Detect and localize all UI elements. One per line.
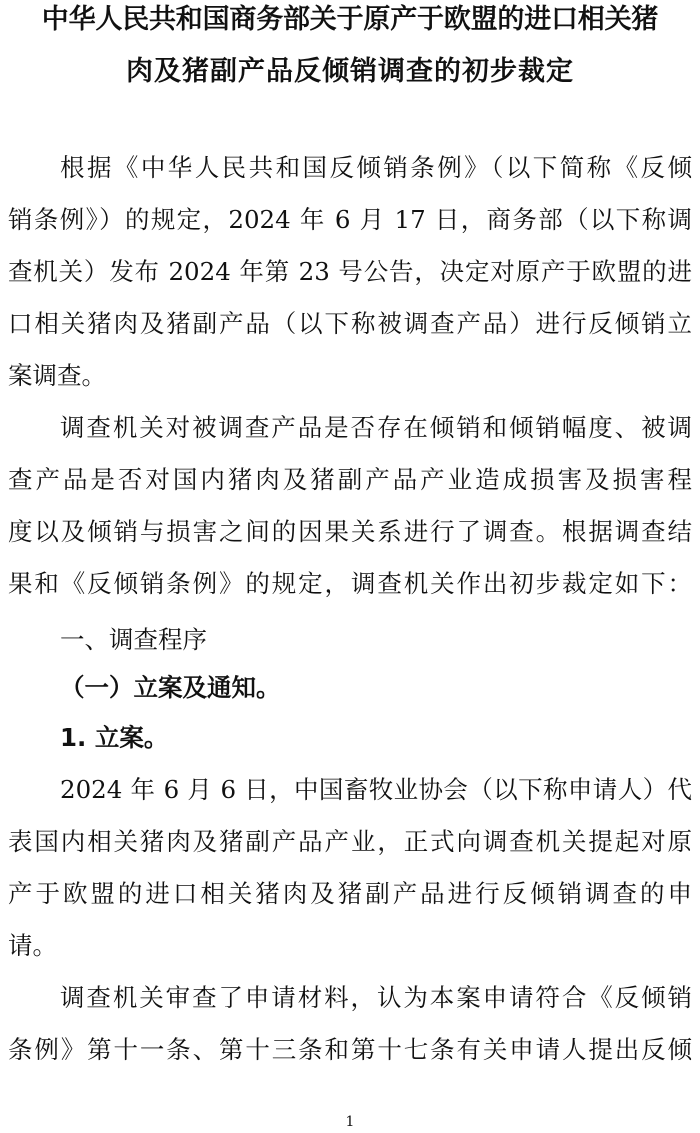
paragraph-1-line-3: 查机关）发布 2024 年第 23 号公告，决定对原产于欧盟的进 (8, 257, 692, 286)
paragraph-3-line-1: 2024 年 6 月 6 日，中国畜牧业协会（以下称申请人）代 (60, 775, 692, 804)
paragraph-4-line-2: 条例》第十一条、第十三条和第十七条有关申请人提出反倾 (8, 1035, 692, 1064)
page-number: 1 (345, 1114, 355, 1130)
section-1-heading: 一、调查程序 (60, 625, 207, 654)
paragraph-2-line-4: 果和《反倾销条例》的规定，调查机关作出初步裁定如下： (8, 569, 692, 598)
paragraph-2-line-1: 调查机关对被调查产品是否存在倾销和倾销幅度、被调 (60, 413, 692, 442)
paragraph-1-line-2: 销条例》）的规定，2024 年 6 月 17 日，商务部（以下称调 (8, 205, 692, 234)
paragraph-4-line-1: 调查机关审查了申请材料，认为本案申请符合《反倾销 (60, 983, 692, 1012)
item-1-heading: 1. 立案。 (60, 723, 169, 752)
paragraph-3-line-4: 请。 (8, 931, 57, 960)
paragraph-2-line-2: 查产品是否对国内猪肉及猪副产品产业造成损害及损害程 (8, 465, 692, 494)
paragraph-2-line-3: 度以及倾销与损害之间的因果关系进行了调查。根据调查结 (8, 517, 692, 546)
document-title-line-2: 肉及猪副产品反倾销调查的初步裁定 (126, 56, 574, 87)
paragraph-3-line-2: 表国内相关猪肉及猪副产品产业，正式向调查机关提起对原 (8, 827, 692, 856)
paragraph-1-line-1: 根据《中华人民共和国反倾销条例》（以下简称《反倾 (60, 153, 692, 182)
document-title-line-1: 中华人民共和国商务部关于原产于欧盟的进口相关猪 (41, 4, 659, 35)
subsection-1-heading: （一）立案及通知。 (60, 673, 281, 702)
paragraph-1-line-5: 案调查。 (8, 361, 106, 390)
paragraph-1-line-4: 口相关猪肉及猪副产品（以下称被调查产品）进行反倾销立 (8, 309, 692, 338)
paragraph-3-line-3: 产于欧盟的进口相关猪肉及猪副产品进行反倾销调查的申 (8, 879, 692, 908)
